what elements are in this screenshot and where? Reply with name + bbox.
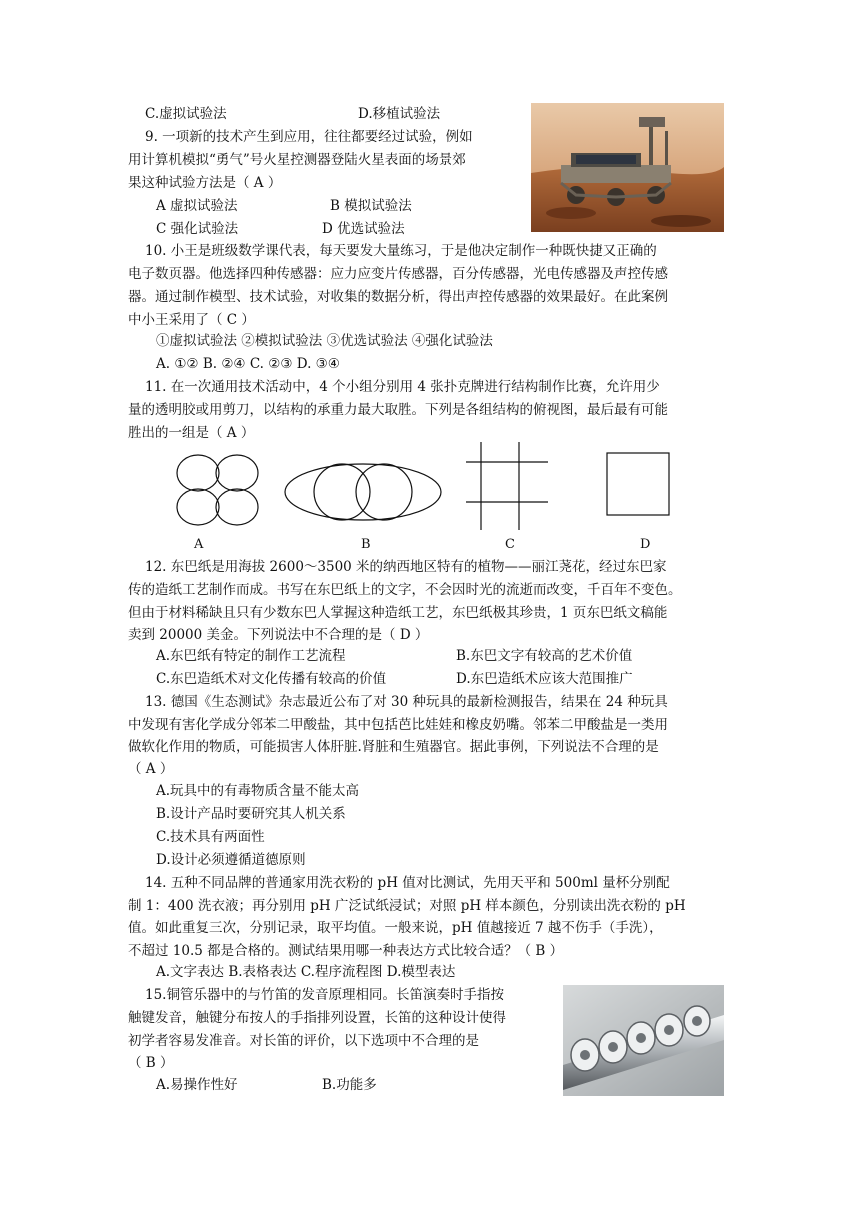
q10-items: ①虚拟试验法 ②模拟试验法 ③优选试验法 ④强化试验法: [156, 333, 493, 349]
q12-option-a: A.东巴纸有特定的制作工艺流程: [156, 648, 346, 664]
q13-line-4: （ A ）: [128, 761, 174, 777]
structure-diagrams: [170, 440, 690, 530]
q11-line-2: 量的透明胶或用剪刀，以结构的承重力最大取胜。下列是各组结构的俯视图，最后最有可能: [128, 402, 668, 418]
diagram-a: [177, 455, 258, 525]
diagram-d: [607, 453, 669, 515]
q14-options: A.文字表达 B.表格表达 C.程序流程图 D.模型表达: [156, 964, 456, 980]
q15-line-4: （ B ）: [128, 1055, 174, 1071]
q13-line-1: 13. 德国《生态测试》杂志最近公布了对 30 种玩具的最新检测报告，结果在 24 种玩具: [145, 694, 668, 710]
q15-option-b: B.功能多: [322, 1077, 377, 1093]
mars-rover-image: [531, 103, 724, 232]
diagram-c: [466, 442, 548, 530]
q14-line-4: 不超过 10.5 都是合格的。测试结果用哪一种表达方式比较合适？（ B ）: [128, 943, 564, 959]
q9-option-d: D 优选试验法: [322, 221, 405, 237]
q13-line-2: 中发现有害化学成分邻苯二甲酸盐，其中包括芭比娃娃和橡皮奶嘴。邻苯二甲酸盐是一类用: [128, 717, 668, 733]
caption-a: A: [194, 537, 204, 552]
q10-line-3: 器。通过制作模型、技术试验，对收集的数据分析，得出声控传感器的效果最好。在此案例: [128, 289, 668, 305]
q15-line-3: 初学者容易发准音。对长笛的评价，以下选项中不合理的是: [128, 1033, 479, 1049]
q15-line-1: 15.铜管乐器中的与竹笛的发音原理相同。长笛演奏时手指按: [145, 987, 504, 1003]
diagram-b: [285, 464, 441, 520]
q11-line-3: 胜出的一组是（ A ）: [128, 425, 255, 441]
option-d-q8: D.移植试验法: [358, 106, 441, 122]
q10-line-4: 中小王采用了（ C ）: [128, 312, 255, 328]
q14-line-3: 值。如此重复三次，分别记录，取平均值。一般来说，pH 值越接近 7 越不伤手（手洗），: [128, 920, 663, 936]
caption-c: C: [505, 537, 515, 552]
caption-d: D: [640, 537, 651, 552]
q12-option-c: C.东巴造纸术对文化传播有较高的价值: [156, 671, 387, 687]
q12-line-2: 传的造纸工艺制作而成。书写在东巴纸上的文字，不会因时光的流逝而改变，千百年不变色。: [128, 582, 682, 598]
q9-option-a: A 虚拟试验法: [156, 198, 238, 214]
caption-b: B: [361, 537, 371, 552]
q13-option-b: B.设计产品时要研究其人机关系: [156, 806, 346, 822]
q15-line-2: 触键发音，触键分布按人的手指排列设置，长笛的这种设计使得: [128, 1010, 506, 1026]
q13-line-3: 做软化作用的物质，可能损害人体肝脏.肾脏和生殖器官。据此事例，下列说法不合理的是: [128, 739, 659, 755]
q12-line-3: 但由于材料稀缺且只有少数东巴人掌握这种造纸工艺，东巴纸极其珍贵，1 页东巴纸文稿能: [128, 605, 668, 621]
q10-line-1: 10. 小王是班级数学课代表，每天要发大量练习，于是他决定制作一种既快捷又正确的: [145, 243, 657, 259]
q13-option-c: C.技术具有两面性: [156, 829, 265, 845]
q15-option-a: A.易操作性好: [156, 1077, 238, 1093]
q9-option-b: B 模拟试验法: [330, 198, 412, 214]
q12-option-b: B.东巴文字有较高的艺术价值: [456, 648, 633, 664]
q9-line-1: 9. 一项新的技术产生到应用，往往都要经过试验，例如: [145, 129, 473, 145]
flute-image: [563, 985, 724, 1096]
q13-option-d: D.设计必须遵循道德原则: [156, 852, 306, 868]
option-c-q8: C.虚拟试验法: [145, 106, 227, 122]
q9-line-2: 用计算机模拟“勇气”号火星控测器登陆火星表面的场景郊: [128, 152, 466, 168]
q10-line-2: 电子数页器。他选择四种传感器：应力应变片传感器，百分传感器，光电传感器及声控传感: [128, 266, 668, 282]
q12-line-4: 卖到 20000 美金。下列说法中不合理的是（ D ）: [128, 627, 429, 643]
q14-line-2: 制 1：400 洗衣液；再分别用 pH 广泛试纸浸试；对照 pH 样本颜色，分别读出洗衣粉的 pH: [128, 898, 686, 914]
q10-options: A. ①② B. ②④ C. ②③ D. ③④: [156, 356, 340, 372]
q9-line-3: 果这种试验方法是（ A ）: [128, 175, 282, 191]
q12-line-1: 12. 东巴纸是用海拔 2600～3500 米的纳西地区特有的植物——丽江荛花，经过东巴家: [145, 559, 667, 575]
q14-line-1: 14. 五种不同品牌的普通家用洗衣粉的 pH 值对比测试，先用天平和 500ml 量杯分别配: [145, 875, 670, 891]
q9-option-c: C 强化试验法: [156, 221, 239, 237]
q13-option-a: A.玩具中的有毒物质含量不能太高: [156, 783, 360, 799]
q11-line-1: 11. 在一次通用技术活动中，4 个小组分别用 4 张扑克牌进行结构制作比赛，允许用少: [145, 379, 660, 395]
q12-option-d: D.东巴造纸术应该大范围推广: [456, 671, 633, 687]
